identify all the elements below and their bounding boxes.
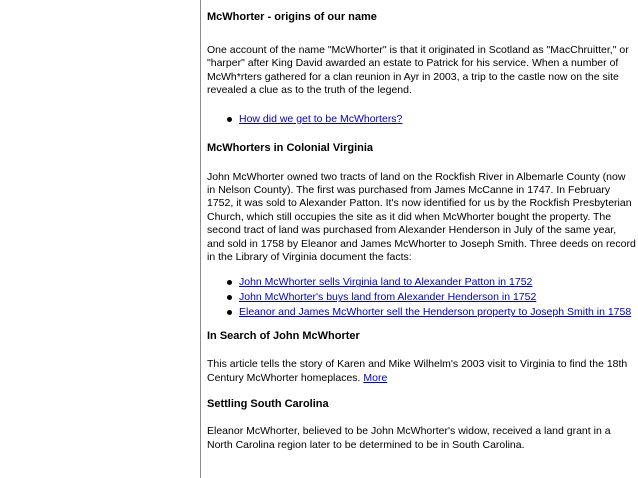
link-deed-smith-1758[interactable]: Eleanor and James McWhorter sell the Henderson property to Joseph Smith in 1758 [239, 306, 632, 319]
in-search-text: This article tells the story of Karen and Mike Wilhelm's 2003 visit to Virginia to find the 18th Century McWhorter homeplaces. [207, 358, 628, 384]
section-paragraph-in-search [207, 358, 636, 385]
section-heading-colonial-virginia: McWhorters in Colonial Virginia [207, 141, 374, 154]
section-heading-origins: McWhorter - origins of our name [207, 11, 377, 23]
list-item [207, 112, 636, 127]
list-item [207, 275, 636, 290]
section-paragraph-origins: One account of the name "McWhorter" is that it originated in Scotland as "MacChruitter," or "harper" after King David awarded an estate to Patrick for his service. When a number of McWh*rters gathered for a clan reunion in Ayr in 2003, a trip to the castle now on the site revealed a clue as to the truth of the legend. [207, 44, 629, 97]
link-list-deeds [207, 275, 636, 320]
link-list-origins [207, 112, 636, 127]
link-deed-patton-1752[interactable]: John McWhorter sells Virginia land to Alexander Patton in 1752 [239, 276, 533, 289]
list-item [207, 305, 636, 320]
link-how-did-we-get-to-be-mcwhorters[interactable]: How did we get to be McWhorters? [239, 112, 403, 125]
more-link[interactable]: More [363, 371, 388, 384]
section-heading-south-carolina: Settling South Carolina [207, 398, 329, 411]
list-item [207, 290, 636, 305]
section-heading-in-search: In Search of John McWhorter [207, 330, 360, 343]
section-paragraph-colonial-virginia: John McWhorter owned two tracts of land on the Rockfish River in Albemarle County (now in Nelson County). The first was purchased from James McCanne in 1747. In February 1752, it was sold to Alexander Patton. It's now identified for us by the Rockfish Presbyterian Church, which still occupies the site as it did when McWhorter bought the property. The second tract of land was purchased from Alexander Henderson in July of the same year, and sold in 1758 by Eleanor and James McWhorter to Joseph Smith. Three deeds on record in the Library of Virginia document the facts: [207, 170, 636, 264]
section-paragraph-south-carolina: Eleanor McWhorter, believed to be John McWhorter's widow, received a land grant in a North Carolina region later to be determined to be in South Carolina. [207, 425, 611, 451]
link-deed-henderson-1752[interactable]: John McWhorter's buys land from Alexander Henderson in 1752 [239, 291, 537, 304]
main-content [200, 0, 638, 478]
